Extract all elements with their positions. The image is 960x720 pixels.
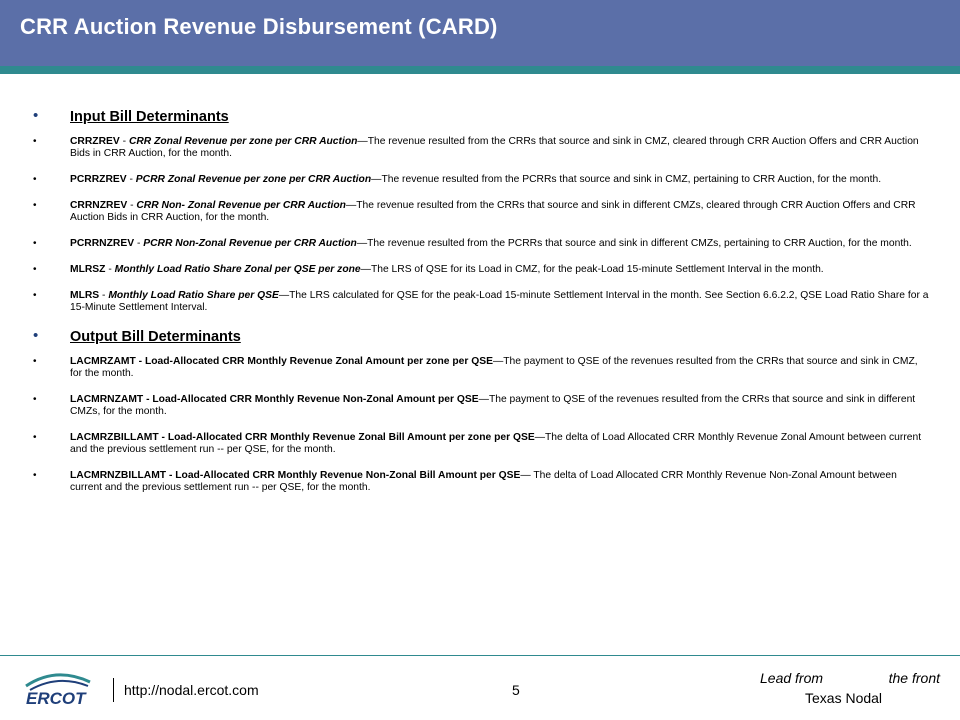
determinant-code: CRRZREV (70, 136, 120, 147)
determinant-name: Monthly Load Ratio Share Zonal per QSE per zone (114, 264, 361, 275)
bullet-icon: • (33, 238, 37, 249)
determinant-code: LACMRNZAMT (70, 394, 144, 405)
determinant-name: PCRR Non-Zonal Revenue per CRR Auction (143, 238, 357, 249)
output-section-heading (30, 328, 930, 346)
separator: - (105, 264, 115, 275)
list-item (30, 356, 930, 380)
determinant-description: —The payment to QSE of the revenues resulted from the CRRs that source and sink in CMZ, for the month. (70, 356, 918, 379)
list-item (30, 264, 930, 276)
footer-divider (113, 678, 114, 702)
bullet-icon: • (33, 432, 37, 443)
separator: - (143, 394, 153, 405)
determinant-description: —The revenue resulted from the CRRs that source and sink in CMZ, cleared through CRR Auction Offers and CRR Auction Bids in CRR Auction, for the month. (70, 136, 919, 159)
determinant-code: PCRRNZREV (70, 238, 135, 249)
determinant-name: Load-Allocated CRR Monthly Revenue Zonal Bill Amount per zone per QSE (167, 432, 535, 443)
separator: - (126, 174, 136, 185)
bullet-icon: • (33, 136, 37, 147)
list-item (30, 394, 930, 418)
determinant-code: LACMRNZBILLAMT (70, 470, 167, 481)
tagline-texas-nodal: Texas Nodal (805, 690, 883, 706)
bullet-icon: • (33, 394, 37, 405)
separator: - (134, 238, 144, 249)
list-item (30, 290, 930, 314)
list-item (30, 174, 930, 186)
determinant-name: CRR Non- Zonal Revenue per CRR Auction (136, 200, 346, 211)
determinant-code: PCRRZREV (70, 174, 127, 185)
determinant-name: PCRR Zonal Revenue per zone per CRR Auction (135, 174, 372, 185)
section-title: Input Bill Determinants (70, 109, 229, 125)
bullet-icon: • (33, 327, 39, 344)
slide-content (30, 108, 930, 508)
footer-url[interactable]: http://nodal.ercot.com (124, 682, 259, 698)
determinant-description: —The revenue resulted from the PCRRs that source and sink in CMZ, pertaining to CRR Auction, for the month. (371, 174, 882, 185)
bullet-icon: • (33, 290, 37, 301)
footer-rule (0, 655, 960, 656)
determinant-description: —The LRS calculated for QSE for the peak-Load 15-minute Settlement Interval in the month. See Section 6.6.2.2, QSE Load Ratio Share for a 15-Minute Settlement Interval. (70, 290, 929, 313)
separator: - (166, 470, 176, 481)
separator: - (158, 432, 168, 443)
svg-text:ERCOT: ERCOT (26, 689, 86, 708)
determinant-name: CRR Zonal Revenue per zone per CRR Auction (128, 136, 358, 147)
input-section-heading (30, 108, 930, 126)
output-list (30, 356, 930, 494)
bullet-icon: • (33, 174, 37, 185)
ercot-logo (18, 668, 96, 712)
header-rule (0, 66, 960, 74)
tagline (760, 670, 940, 686)
bullet-icon: • (33, 200, 37, 211)
list-item (30, 200, 930, 224)
slide-title: CRR Auction Revenue Disbursement (CARD) (20, 14, 498, 39)
tagline-part-b: the front (888, 670, 940, 686)
determinant-description: — The delta of Load Allocated CRR Monthly Revenue Non-Zonal Amount between current and the previous settlement run -- per QSE, for the month. (70, 470, 897, 493)
tagline-part-a: Lead from (760, 670, 824, 686)
determinant-name: Load-Allocated CRR Monthly Revenue Zonal Amount per zone per QSE (144, 356, 493, 367)
bullet-icon: • (33, 264, 37, 275)
list-item (30, 432, 930, 456)
list-item (30, 136, 930, 160)
determinant-description: —The revenue resulted from the PCRRs that source and sink in different CMZs, pertaining to CRR Auction, for the month. (356, 238, 912, 249)
list-item (30, 470, 930, 494)
section-title: Output Bill Determinants (70, 329, 241, 345)
determinant-code: MLRSZ (70, 264, 106, 275)
determinant-code: LACMRZAMT (70, 356, 136, 367)
determinant-description: —The delta of Load Allocated CRR Monthly Revenue Zonal Amount between current and the previous settlement run -- per QSE, for the month. (70, 432, 922, 455)
bullet-icon: • (33, 107, 39, 124)
separator: - (119, 136, 129, 147)
determinant-name: Load-Allocated CRR Monthly Revenue Non-Zonal Amount per QSE (152, 394, 479, 405)
separator: - (135, 356, 145, 367)
page-number: 5 (512, 682, 520, 698)
bullet-icon: • (33, 470, 37, 481)
determinant-description: —The LRS of QSE for its Load in CMZ, for the peak-Load 15-minute Settlement Interval in the month. (360, 264, 824, 275)
determinant-name: Monthly Load Ratio Share per QSE (108, 290, 279, 301)
determinant-description: —The payment to QSE of the revenues resulted from the CRRs that source and sink in different CMZs, for the month. (70, 394, 916, 417)
separator: - (99, 290, 109, 301)
determinant-code: CRRNZREV (70, 200, 128, 211)
header-bar (0, 0, 960, 66)
determinant-description: —The revenue resulted from the CRRs that source and sink in different CMZs, cleared through CRR Auction Offers and CRR Auction Bids in CRR Auction, for the month. (70, 200, 916, 223)
determinant-name: Load-Allocated CRR Monthly Revenue Non-Zonal Bill Amount per QSE (175, 470, 521, 481)
separator: - (127, 200, 137, 211)
determinant-code: MLRS (70, 290, 100, 301)
determinant-code: LACMRZBILLAMT (70, 432, 159, 443)
bullet-icon: • (33, 356, 37, 367)
list-item (30, 238, 930, 250)
input-list (30, 136, 930, 314)
